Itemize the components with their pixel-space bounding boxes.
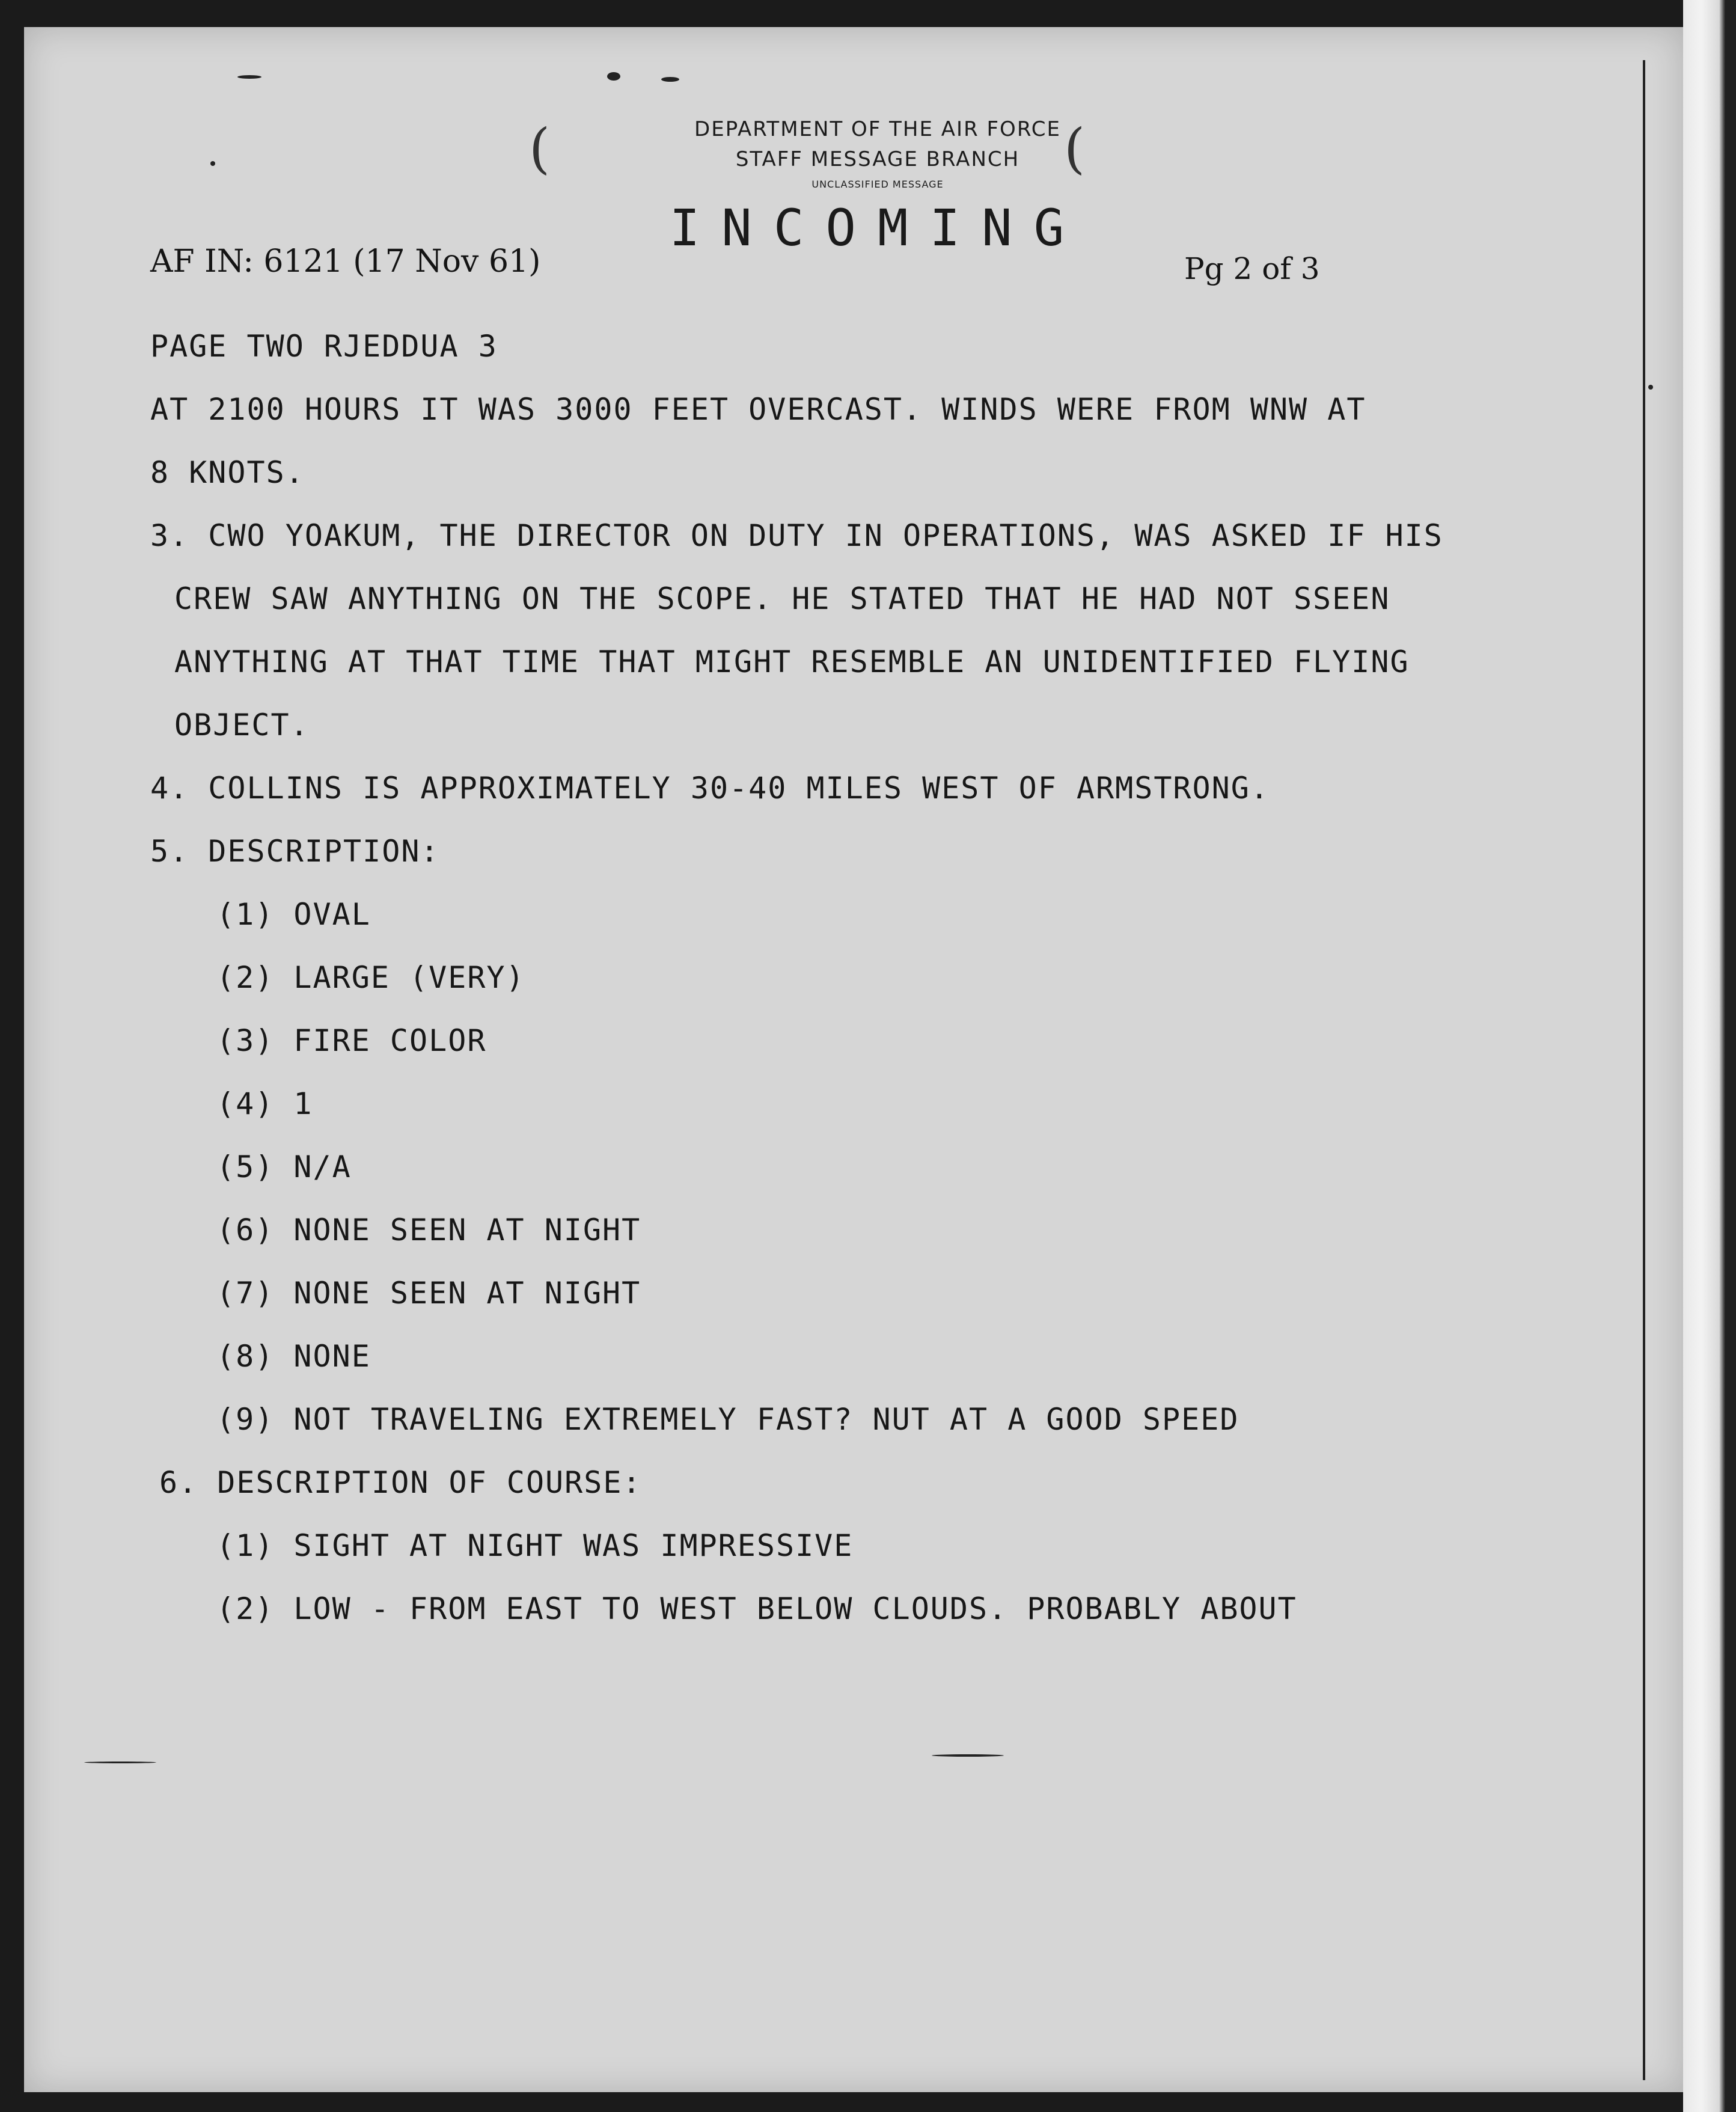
- body-line: ANYTHING AT THAT TIME THAT MIGHT RESEMBLE AN UNIDENTIFIED FLYING: [174, 644, 1410, 679]
- list-item: (9) NOT TRAVELING EXTREMELY FAST? NUT AT A GOOD SPEED: [216, 1402, 1239, 1437]
- page-indicator: Pg 2 of 3: [1184, 251, 1320, 286]
- scan-mark: [932, 1754, 1004, 1757]
- branch-heading: STAFF MESSAGE BRANCH: [735, 147, 1020, 171]
- body-line: 8 KNOTS.: [150, 455, 305, 490]
- list-item: (1) OVAL: [216, 897, 371, 932]
- list-item: (5) N/A: [216, 1149, 352, 1184]
- list-item: (6) NONE SEEN AT NIGHT: [216, 1213, 641, 1247]
- body-line: AT 2100 HOURS IT WAS 3000 FEET OVERCAST. WINDS WERE FROM WNW AT: [150, 392, 1366, 427]
- list-item: (2) LOW - FROM EAST TO WEST BELOW CLOUDS. PROBABLY ABOUT: [216, 1591, 1297, 1626]
- page-edge-line: [1643, 60, 1645, 2080]
- body-line: CREW SAW ANYTHING ON THE SCOPE. HE STATED THAT HE HAD NOT SSEEN: [174, 581, 1390, 616]
- list-item: (8) NONE: [216, 1339, 371, 1374]
- incoming-title: INCOMING: [669, 198, 1086, 257]
- scan-mark: [237, 75, 261, 79]
- list-item: (3) FIRE COLOR: [216, 1023, 487, 1058]
- classification-heading: UNCLASSIFIED MESSAGE: [811, 179, 944, 190]
- scan-mark: [1648, 385, 1653, 390]
- left-bracket: (: [529, 117, 551, 180]
- list-item: (1) SIGHT AT NIGHT WAS IMPRESSIVE: [216, 1528, 854, 1563]
- department-heading: DEPARTMENT OF THE AIR FORCE: [694, 117, 1061, 141]
- list-item: (2) LARGE (VERY): [216, 960, 525, 995]
- body-line: 6. DESCRIPTION OF COURSE:: [159, 1465, 642, 1500]
- scan-mark: [84, 1762, 156, 1763]
- list-item: (4) 1: [216, 1086, 313, 1121]
- scan-mark: [607, 72, 620, 81]
- scan-mark: [661, 77, 679, 82]
- scan-mark: [210, 161, 215, 166]
- scanner-edge: [1683, 0, 1736, 2112]
- message-id: AF IN: 6121 (17 Nov 61): [150, 243, 541, 280]
- body-line: 5. DESCRIPTION:: [150, 834, 440, 869]
- list-item: (7) NONE SEEN AT NIGHT: [216, 1276, 641, 1311]
- body-line: 3. CWO YOAKUM, THE DIRECTOR ON DUTY IN OPERATIONS, WAS ASKED IF HIS: [150, 518, 1443, 553]
- body-line: OBJECT.: [174, 708, 310, 742]
- right-bracket: (: [1064, 117, 1086, 180]
- body-line: 4. COLLINS IS APPROXIMATELY 30-40 MILES WEST OF ARMSTRONG.: [150, 771, 1270, 806]
- body-line: PAGE TWO RJEDDUA 3: [150, 329, 498, 364]
